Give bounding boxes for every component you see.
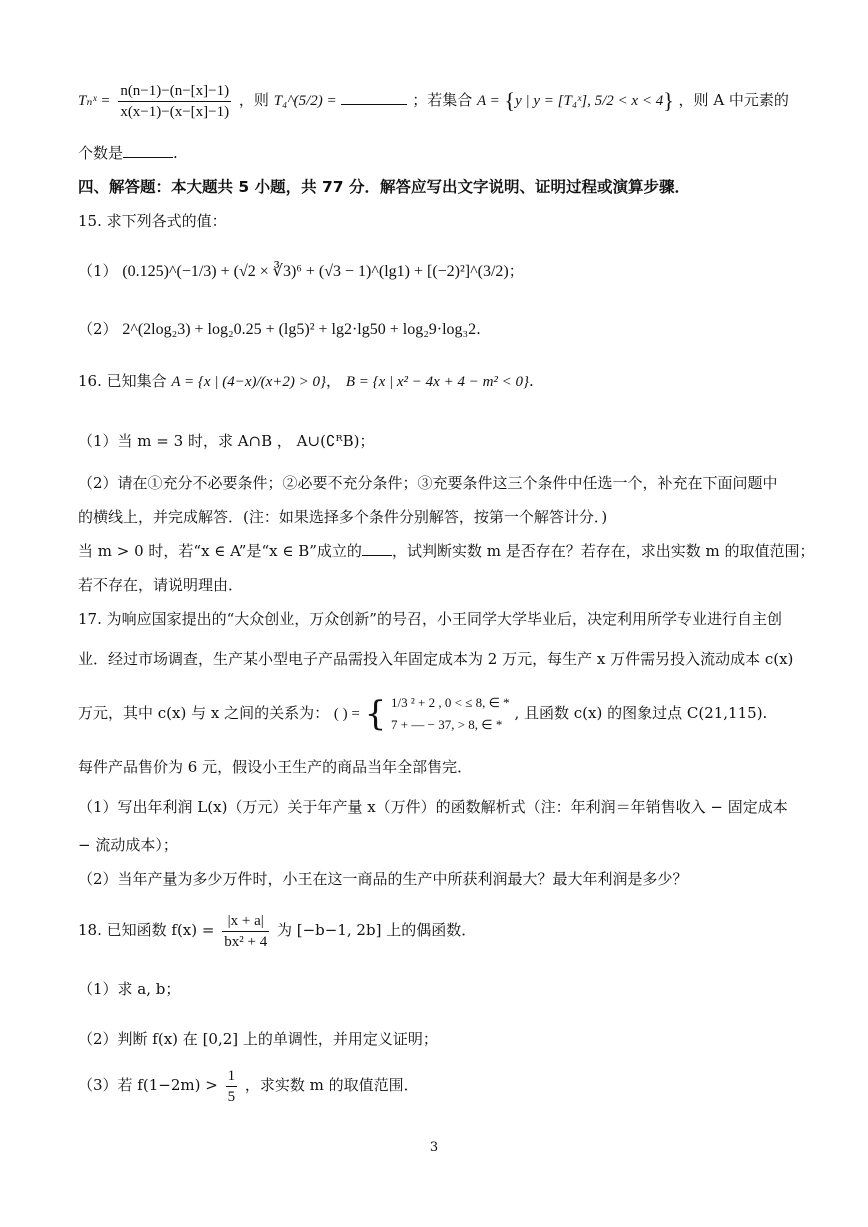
- set-a-lhs: A =: [476, 93, 500, 109]
- q16-part1: （1）当 m = 3 时，求 A∩B ， A∪(∁ᴿB)；: [78, 432, 375, 450]
- q16-end: .: [529, 372, 534, 390]
- q15-stem: 15. 求下列各式的值：: [78, 212, 227, 230]
- answer-blank-1[interactable]: [341, 90, 407, 105]
- q18-part3-suffix: ，求实数 m 的取值范围．: [244, 1076, 419, 1094]
- q14-line2: [78, 142, 808, 164]
- piece-row-2: 7 + — − 37, > 8, ∈ *: [391, 717, 503, 732]
- q16-set-b: B = {x | x² − 4x + 4 − m² < 0}: [345, 374, 530, 390]
- text-semicolon: ；若集合: [412, 91, 473, 109]
- q15-part1-end: ；: [508, 262, 524, 280]
- q16-stem: [78, 370, 808, 393]
- page-number: 3: [429, 1140, 439, 1155]
- q18-denominator: bx² + 4: [224, 933, 268, 950]
- q14-line1: [78, 70, 808, 130]
- text-end: ，则 A 中元素的: [678, 91, 789, 109]
- t-numerator: n(n−1)−(n−[x]−1): [118, 81, 231, 102]
- q17-line1: 17. 为响应国家提出的“大众创业，万众创新”的号召，小王同学大学毕业后，决定利用所学专业进行自主创: [78, 610, 782, 628]
- set-a-content: y | y = [T₄ˣ], 5/2 < x < 4: [515, 93, 664, 109]
- q15-part1-expr: (0.125)^(−1/3) + (√2 × ∛3)⁶ + (√3 − 1)^(lg1) + [(−2)²]^(3/2): [122, 263, 509, 280]
- t-expr: T₄^(5/2) =: [273, 93, 337, 109]
- condition-blank[interactable]: [362, 541, 392, 556]
- q18-part3: [78, 1060, 808, 1110]
- t-fraction: [118, 81, 231, 122]
- q15-part1: [78, 260, 808, 283]
- q15-part2-end: .: [476, 320, 481, 338]
- q15-part2-label: （2）: [78, 320, 118, 338]
- piece-row-1: 1/3 ² + 2 , 0 < ≤ 8, ∈ *: [391, 695, 510, 710]
- q18-part1: （1）求 a, b；: [78, 980, 181, 998]
- q18-fraction: [222, 911, 269, 952]
- q15-part2: [78, 318, 808, 341]
- q18-part2: （2）判断 f(x) 在 [0,2] 上的单调性，并用定义证明；: [78, 1030, 438, 1048]
- t-denominator: x(x−1)−(x−[x]−1): [120, 103, 230, 120]
- q16-part2-line4: 若不存在，请说明理由．: [78, 576, 244, 594]
- q15-part1-label: （1）: [78, 262, 118, 280]
- q17-func-lhs: ( ) =: [333, 706, 360, 722]
- q16-cond-text: 当 m > 0 时，若“x ∈ A”是“x ∈ B”成立的: [78, 542, 362, 560]
- section-heading: 四、解答题：本大题共 5 小题，共 77 分．解答应写出文字说明、证明过程或演算步骤．: [78, 178, 690, 196]
- t-lhs: Tₙˣ =: [78, 93, 111, 109]
- q18-numerator: |x + a|: [222, 911, 269, 932]
- piecewise-brace-icon: {: [364, 694, 387, 734]
- q16-set-a: A = {x | (4−x)/(x+2) > 0}: [171, 374, 327, 390]
- q16-comma: ，: [326, 372, 342, 390]
- q17-part1-line1: （1）写出年利润 L(x)（万元）关于年产量 x（万件）的函数解析式（注：年利润＝年销售收入 − 固定成本: [78, 798, 788, 816]
- q17-prefix: 万元，其中 c(x) 与 x 之间的关系为：: [78, 704, 330, 722]
- q18-part3-num: 1: [226, 1066, 238, 1087]
- q18-part3-den: 5: [227, 1088, 236, 1105]
- q18-mid: 为 [−b−1, 2b] 上的偶函数．: [276, 921, 477, 939]
- q15-part2-expr: 2^(2log₂3) + log₂0.25 + (lg5)² + lg2·lg50 + log₂9·log₃2: [122, 321, 477, 338]
- q16-part2-line1: （2）请在①充分不必要条件；②必要不充分条件；③充要条件这三个条件中任选一个，补充在下面问题中: [78, 474, 778, 492]
- q18-part3-fraction: [226, 1066, 238, 1107]
- q17-line2: 业．经过市场调查，生产某小型电子产品需投入年固定成本为 2 万元，每生产 x 万件需另投入流动成本 c(x): [78, 650, 794, 668]
- text-then: ，则: [238, 91, 269, 109]
- q18-prefix: 18. 已知函数 f(x) =: [78, 921, 215, 939]
- q18-part3-prefix: （3）若 f(1−2m) >: [78, 1076, 218, 1094]
- q17-suffix: , 且函数 c(x) 的图象过点 C(21,115).: [514, 704, 768, 722]
- piecewise-rows: [391, 692, 510, 736]
- q17-line4: 每件产品售价为 6 元，假设小王生产的商品当年全部售完．: [78, 758, 473, 776]
- q16-part2-line2: 的横线上，并完成解答．(注：如果选择多个条件分别解答，按第一个解答计分．): [78, 508, 608, 526]
- brace-close-icon: }: [663, 88, 674, 113]
- q16-part2-line3: [78, 540, 815, 562]
- q18-stem: [78, 905, 808, 955]
- count-text: 个数是: [78, 144, 124, 162]
- answer-blank-2[interactable]: [123, 143, 173, 158]
- q16-cond-text2: ，试判断实数 m 是否存在？若存在，求出实数 m 的取值范围；: [391, 542, 815, 560]
- q16-prefix: 16. 已知集合: [78, 372, 167, 390]
- q17-part2: （2）当年产量为多少万件时，小王在这一商品的生产中所获利润最大？最大年利润是多少？: [78, 870, 688, 888]
- period: .: [173, 144, 178, 162]
- brace-open-icon: {: [504, 88, 516, 113]
- q17-part1-line2: − 流动成本）；: [78, 836, 178, 854]
- q17-line3: [78, 688, 808, 738]
